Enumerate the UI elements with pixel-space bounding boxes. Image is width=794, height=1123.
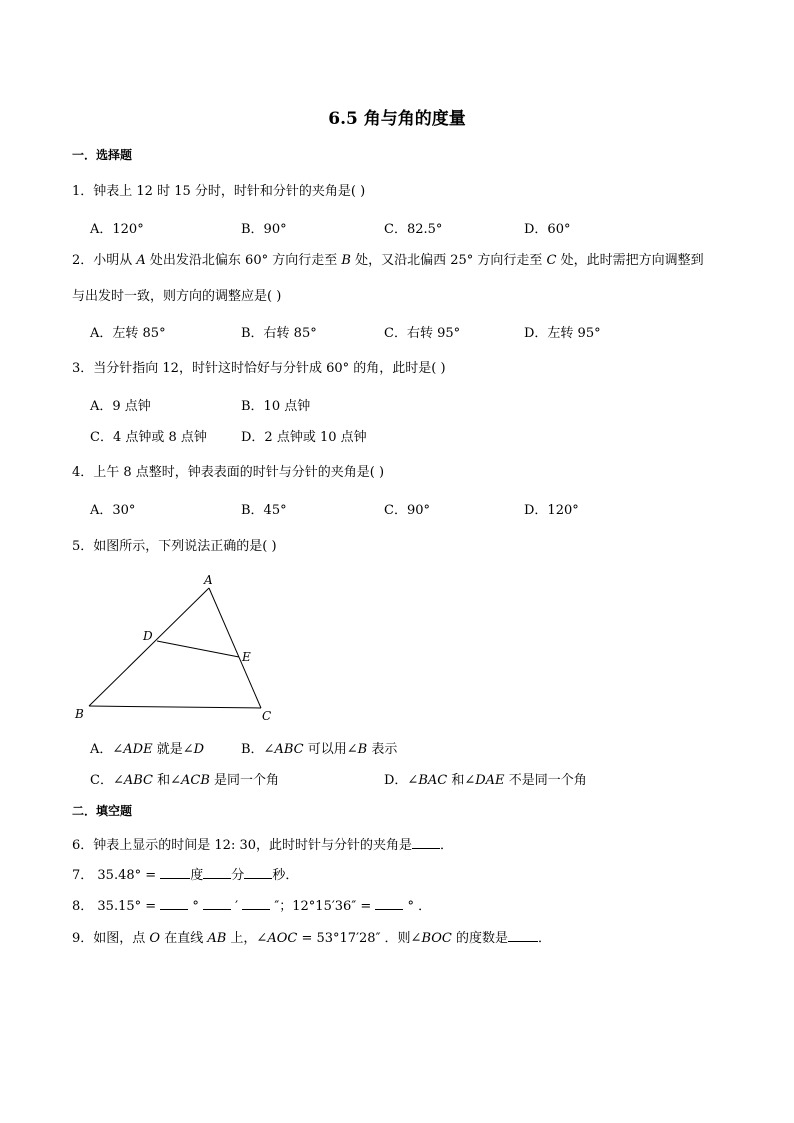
answer-blank[interactable]: [508, 929, 538, 942]
answer-blank[interactable]: [203, 866, 231, 879]
question-5-option-a[interactable]: A．∠ADE 就是∠D: [90, 742, 205, 757]
answer-blank[interactable]: [375, 897, 403, 910]
question-1-stem: 1．钟表上 12 时 15 分时，时针和分针的夹角是( ): [72, 184, 366, 199]
segment-ab: [89, 588, 209, 706]
label-e: E: [242, 650, 251, 664]
answer-blank[interactable]: [160, 897, 188, 910]
segment-bc: [89, 706, 261, 708]
segment-ac: [209, 588, 261, 708]
question-1-option-d[interactable]: D．60°: [524, 222, 571, 237]
question-4-option-d[interactable]: D．120°: [524, 503, 579, 518]
question-5-option-b[interactable]: B．∠ABC 可以用∠B 表示: [241, 742, 398, 757]
question-1-option-c[interactable]: C．82.5°: [384, 222, 443, 237]
answer-blank[interactable]: [244, 866, 272, 879]
question-3-option-b[interactable]: B．10 点钟: [241, 399, 311, 414]
section-heading-fill-in: 二．填空题: [72, 804, 133, 818]
label-a: A: [204, 573, 213, 587]
question-4-option-b[interactable]: B．45°: [241, 503, 287, 518]
question-4-option-c[interactable]: C．90°: [384, 503, 430, 518]
question-7: 7． 35.48° = 度 分 秒．: [72, 868, 299, 883]
answer-blank[interactable]: [160, 866, 190, 879]
answer-blank[interactable]: [412, 836, 440, 849]
section-heading-choice: 一．选择题: [72, 148, 133, 162]
question-3-option-a[interactable]: A．9 点钟: [90, 399, 151, 414]
question-4-stem: 4．上午 8 点整时，钟表表面的时针与分针的夹角是( ): [72, 465, 385, 480]
question-1-option-b[interactable]: B．90°: [241, 222, 287, 237]
question-2-option-c[interactable]: C．右转 95°: [384, 326, 461, 341]
triangle-figure: [70, 568, 290, 728]
question-2-option-a[interactable]: A．左转 85°: [90, 326, 166, 341]
question-5-stem: 5．如图所示，下列说法正确的是( ): [72, 539, 277, 554]
answer-blank[interactable]: [242, 897, 270, 910]
question-2-stem-line-1: 2．小明从 A 处出发沿北偏东 60° 方向行走至 B 处，又沿北偏西 25° 方向行走至 C 处，此时需把方向调整到: [72, 253, 704, 268]
question-5-option-c[interactable]: C．∠ABC 和∠ACB 是同一个角: [90, 773, 280, 788]
question-3-stem: 3．当分针指向 12，时针这时恰好与分针成 60° 的角，此时是( ): [72, 361, 446, 376]
page-title: 6.5 角与角的度量: [328, 109, 466, 129]
question-8: 8． 35.15° = ° ′ ″；12°15′36″ = ° ．: [72, 899, 432, 914]
question-3-option-c[interactable]: C．4 点钟或 8 点钟: [90, 430, 207, 445]
label-b: B: [75, 707, 84, 721]
question-2-stem-line-2: 与出发时一致，则方向的调整应是( ): [72, 289, 282, 304]
question-1-option-a[interactable]: A．120°: [90, 222, 144, 237]
label-d: D: [143, 629, 153, 643]
segment-de: [157, 641, 239, 657]
question-2-option-b[interactable]: B．右转 85°: [241, 326, 317, 341]
question-4-option-a[interactable]: A．30°: [90, 503, 136, 518]
question-6: 6．钟表上显示的时间是 12: 30，此时时针与分针的夹角是 ．: [72, 838, 454, 853]
label-c: C: [262, 709, 272, 723]
question-2-option-d[interactable]: D．左转 95°: [524, 326, 601, 341]
question-5-option-d[interactable]: D．∠BAC 和∠DAE 不是同一个角: [384, 773, 587, 788]
answer-blank[interactable]: [203, 897, 231, 910]
question-9: 9．如图，点 O 在直线 AB 上，∠AOC = 53°17′28″ ．则∠BOC 的度数是 ．: [72, 931, 552, 946]
question-3-option-d[interactable]: D．2 点钟或 10 点钟: [241, 430, 367, 445]
